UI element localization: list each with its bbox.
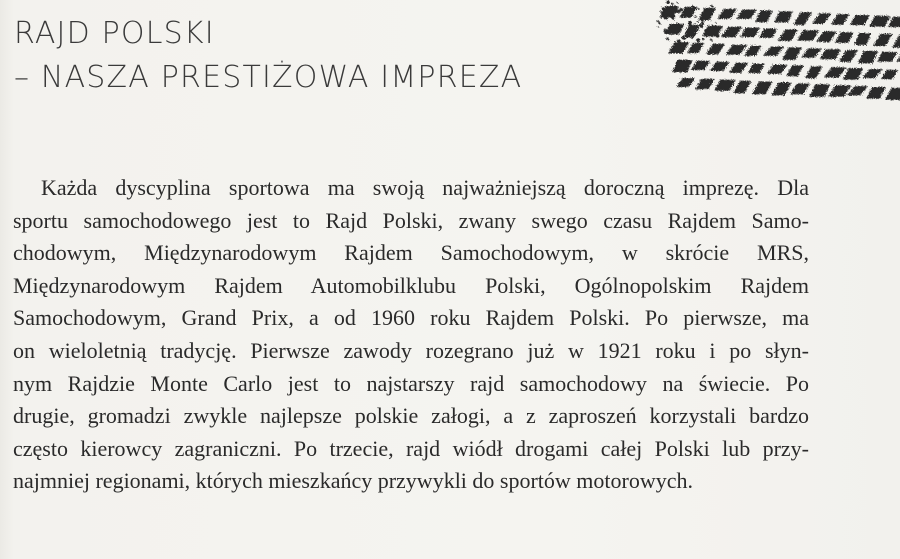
tread-block	[885, 88, 900, 100]
tread-speck	[689, 14, 690, 15]
tread-speck	[691, 6, 694, 9]
tread-speck	[671, 31, 673, 33]
tread-block	[683, 25, 700, 38]
tread-speck	[672, 6, 674, 8]
tread-speck	[701, 19, 704, 22]
tread-block	[839, 50, 858, 62]
paragraph-line: drugie, gromadzi zwykle najlepsze polskie załogi, a z zaproszeń korzystali bardzo	[13, 403, 809, 429]
tread-block	[873, 34, 893, 46]
tread-block	[812, 13, 831, 24]
tread-block	[805, 66, 822, 78]
tread-speck	[662, 13, 665, 16]
tread-speck	[671, 3, 673, 5]
tread-speck	[660, 15, 663, 18]
tread-speck	[677, 2, 678, 3]
tread-block	[664, 24, 685, 34]
tread-block	[763, 47, 784, 56]
tread-block	[752, 82, 773, 95]
tread-speck	[662, 10, 664, 12]
tread-block	[820, 49, 841, 59]
tread-block	[725, 45, 748, 55]
tread-speck	[664, 15, 668, 19]
tread-block	[744, 46, 762, 56]
tread-speck	[714, 25, 716, 27]
tread-speck	[702, 38, 705, 41]
tread-speck	[663, 15, 664, 16]
tread-block	[847, 86, 868, 95]
tread-block	[809, 84, 831, 97]
tread-speck	[711, 25, 713, 27]
tread-block	[862, 69, 882, 78]
tread-block	[759, 29, 777, 38]
tread-block	[676, 78, 695, 87]
tread-speck	[674, 15, 676, 17]
tread-speck	[666, 37, 669, 40]
tread-block	[790, 83, 810, 94]
tread-block	[843, 68, 863, 80]
tread-speck	[707, 8, 709, 10]
tread-speck	[697, 21, 698, 22]
tread-speck	[677, 39, 681, 43]
heading-line-2: – NASZA PRESTIŻOWA IMPREZA	[14, 60, 523, 95]
tread-block	[869, 16, 891, 27]
tread-block	[672, 60, 693, 72]
tread-block	[740, 28, 760, 38]
tread-speck	[692, 38, 693, 39]
tread-speck	[698, 30, 699, 31]
paragraph-line: Samochodowym, Grand Prix, a od 1960 roku Rajdem Polski. Po pierwsze, ma	[13, 305, 809, 331]
tread-block	[866, 87, 886, 99]
paragraph-line: często kierowcy zagraniczni. Po trzecie, rajd wiódł drogami całej Polski lub przy-	[13, 435, 809, 461]
tread-speck	[709, 19, 710, 20]
tread-speck	[676, 26, 677, 27]
tread-block	[888, 17, 900, 27]
tread-block	[858, 51, 878, 63]
tread-speck	[657, 26, 659, 28]
tread-block	[850, 15, 870, 25]
tread-speck	[664, 29, 668, 33]
tread-speck	[662, 7, 665, 10]
tread-speck	[711, 5, 713, 7]
tread-block	[797, 30, 819, 40]
tread-block	[687, 43, 704, 53]
tread-speck	[672, 17, 675, 20]
tread-speck	[696, 38, 700, 42]
tread-block	[736, 10, 757, 19]
tread-speck	[695, 16, 697, 18]
paragraph-line: nym Rajdzie Monte Carlo jest to najstarszy rajd samochodowy na świecie. Po	[13, 370, 809, 396]
tread-block	[877, 52, 897, 62]
chapter-heading	[14, 12, 522, 100]
tread-speck	[657, 20, 660, 23]
tread-speck	[694, 23, 695, 24]
tread-speck	[716, 34, 720, 38]
tread-block	[767, 65, 787, 74]
tread-speck	[684, 7, 687, 10]
tread-speck	[717, 28, 719, 30]
paragraph-line: najmniej regionami, których mieszkańcy przywykli do sportów motorowych.	[13, 468, 694, 494]
tread-block	[816, 31, 837, 42]
tread-block	[755, 11, 773, 23]
tread-block	[717, 9, 737, 19]
tread-block	[782, 47, 802, 59]
paragraph-line: on wieloletnią tradycję. Pierwsze zawody rozegrano już w 1921 roku i po słyn-	[13, 337, 809, 363]
tread-block	[892, 35, 900, 48]
tread-speck	[660, 11, 663, 14]
tread-block	[801, 48, 822, 58]
tread-block	[691, 61, 710, 70]
tread-speck	[691, 9, 694, 12]
tread-speck	[701, 22, 704, 25]
tread-speck	[698, 8, 700, 10]
tread-speck	[714, 33, 717, 36]
tread-speck	[710, 15, 712, 17]
tread-speck	[704, 29, 706, 31]
tread-block	[778, 29, 798, 41]
tread-block	[695, 79, 715, 90]
paragraph-line: Każda dyscyplina sportowa ma swoją najważniejszą doroczną imprezę. Dla	[41, 175, 809, 200]
tread-block	[824, 67, 846, 77]
tread-speck	[675, 10, 678, 13]
tread-block	[729, 63, 749, 73]
tread-speck	[715, 22, 716, 23]
tread-speck	[710, 39, 712, 41]
tread-speck	[688, 21, 692, 25]
tread-block	[786, 65, 804, 76]
tread-block	[793, 12, 812, 25]
tread-block	[714, 80, 736, 91]
tread-speck	[686, 10, 689, 13]
tread-block	[721, 27, 742, 38]
tread-block	[748, 64, 765, 74]
tread-block	[881, 70, 898, 79]
tread-block	[854, 33, 872, 45]
tread-block	[771, 83, 792, 96]
paragraph-line: chodowym, Międzynarodowym Rajdem Samochodowym, w skrócie MRS,	[13, 240, 809, 266]
heading-line-1: RAJD POLSKI	[14, 16, 215, 51]
tread-speck	[666, 0, 670, 4]
tread-block	[831, 14, 850, 25]
tread-block	[710, 62, 730, 71]
tread-block	[733, 81, 752, 94]
tread-speck	[677, 23, 680, 26]
tread-block	[835, 32, 854, 43]
tread-speck	[671, 17, 672, 18]
tread-block	[896, 53, 900, 62]
tire-track-icon	[640, 0, 900, 105]
paragraph-line: Międzynarodowym Rajdem Automobilklubu Polski, Ogólnopolskim Rajdem	[13, 272, 809, 298]
tread-speck	[659, 23, 661, 25]
tread-block	[706, 44, 725, 55]
tread-speck	[682, 36, 685, 39]
tread-block	[668, 42, 689, 54]
article-paragraph	[13, 172, 809, 498]
tread-block	[774, 11, 793, 22]
paragraph-line: sportu samochodowego jest to Rajd Polski, zwany swego czasu Rajdem Samo-	[13, 207, 809, 233]
